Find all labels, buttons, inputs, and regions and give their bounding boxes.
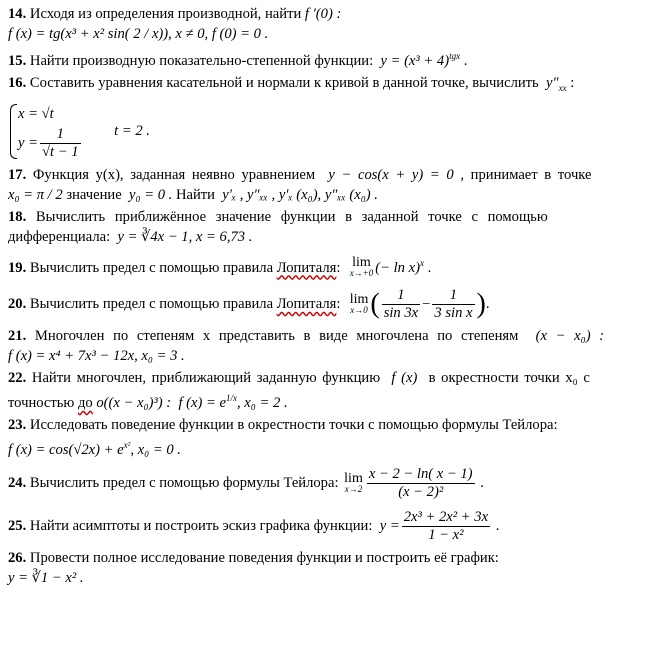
limit-approach: x→0 bbox=[350, 304, 368, 315]
problem-17 bbox=[8, 165, 636, 205]
fraction-denominator: 3 sin x bbox=[434, 305, 473, 322]
derivatives-list: y′ₓ , y″ₓₓ , y′ₓ (x₀), y″ₓₓ (x₀) . bbox=[222, 186, 378, 203]
problem-subscript: xx bbox=[558, 82, 567, 93]
fraction-denominator: √t − 1 bbox=[41, 143, 79, 160]
problem-23 bbox=[8, 415, 636, 460]
fraction-denominator: 1 − x² bbox=[402, 526, 490, 544]
problem-24 bbox=[8, 466, 636, 501]
problem-math: f (x) bbox=[391, 370, 418, 387]
fraction-numerator: 2x³ + 2x² + 3x bbox=[403, 509, 489, 525]
problem-text: Найти асимптоты и построить эскиз графика функции: bbox=[29, 517, 373, 534]
problem-math: y = ∛4x − 1, x = 6,73 . bbox=[117, 228, 253, 245]
problem-number: 21. bbox=[8, 328, 27, 345]
problem-text: Найти производную показательно-степенной функции: bbox=[29, 52, 374, 69]
limit-approach: x→2 bbox=[344, 483, 363, 494]
point-x0: , x₀ = 2 . bbox=[237, 395, 288, 412]
fraction-numerator: 1 bbox=[56, 125, 64, 142]
right-paren: ) bbox=[476, 288, 486, 320]
problem-text: Вычислить предел с помощью правила bbox=[29, 259, 274, 276]
problem-exponent: 1/x bbox=[226, 393, 237, 404]
problem-text: Провести полное исследование поведения функции и построить её график: bbox=[29, 550, 499, 566]
problem-text: Вычислить предел с помощью формулы Тейлора: bbox=[29, 474, 339, 491]
underlined-word: до bbox=[77, 395, 93, 412]
problem-math: y″ bbox=[546, 74, 559, 91]
fraction-numerator: 1 bbox=[397, 287, 405, 304]
problem-number: 26. bbox=[8, 550, 27, 566]
problem-exponent: x bbox=[419, 257, 424, 268]
point-x0: , x₀ = 0 . bbox=[130, 442, 181, 458]
problem-formula: f (x) = x⁴ + 7x³ − 12x, x₀ = 3 . bbox=[8, 348, 185, 365]
problem-15 bbox=[8, 46, 636, 71]
problem-number: 18. bbox=[8, 208, 27, 225]
problem-18 bbox=[8, 207, 636, 247]
accuracy-order: o((x − x₀)³) : bbox=[96, 395, 172, 412]
problem-math: (x − x₀) : bbox=[535, 328, 605, 345]
lopital-link: Лопиталя bbox=[276, 296, 337, 313]
left-paren: ( bbox=[370, 288, 380, 320]
limit-operator bbox=[349, 291, 369, 316]
problem-26 bbox=[8, 548, 636, 588]
limit-approach: x→+0 bbox=[349, 268, 374, 279]
parameter-condition: t = 2 . bbox=[114, 123, 150, 140]
limit-operator bbox=[350, 257, 374, 279]
problem-exponent: tgx bbox=[449, 51, 461, 61]
limit-label: lim bbox=[352, 255, 371, 271]
problem-number: 23. bbox=[8, 417, 27, 434]
problem-text: Вычислить предел с помощью правила bbox=[29, 296, 274, 313]
problem-number: 15. bbox=[8, 52, 27, 69]
problem-text: Составить уравнения касательной и нормали к кривой в данной точке, вычислить bbox=[29, 74, 539, 91]
problem-text-3: значение bbox=[66, 186, 122, 203]
problem-text: Многочлен по степеням x представить в виде многочлена по степеням bbox=[34, 328, 519, 345]
problem-list bbox=[8, 4, 636, 590]
problem-number: 14. bbox=[8, 6, 27, 22]
problem-text: Исследовать поведение функции в окрестности точки с помощью формулы Тейлора: bbox=[29, 417, 558, 434]
problem-formula: f (x) = cos(√2x) + e bbox=[8, 442, 124, 458]
system-line-1: x = √t bbox=[18, 105, 54, 122]
problem-number: 22. bbox=[8, 370, 27, 387]
problem-tail: . bbox=[423, 259, 432, 276]
function-lhs: y = bbox=[379, 517, 400, 534]
problem-number: 19. bbox=[8, 259, 27, 276]
problem-text-3: точностью bbox=[8, 395, 75, 412]
fraction-numerator: x − 2 − ln( x − 1) bbox=[368, 466, 473, 482]
function-def: f (x) = e bbox=[178, 395, 226, 412]
fraction-denominator: sin 3x bbox=[383, 305, 419, 322]
problem-20: 20. Вычислить предел с помощью правила Лопиталя: lim x→0 ( $\frac{1}{\sin 3x}$ − $\frac{1}{\text{3 sin x}}$ ). bbox=[8, 287, 490, 322]
problem-math: y − cos(x + y) = 0 , bbox=[328, 166, 464, 183]
system-line-2 bbox=[18, 126, 83, 161]
limit-label: lim bbox=[344, 470, 363, 486]
limit-label: lim bbox=[349, 291, 369, 307]
problem-tail: . bbox=[492, 517, 500, 534]
problem-text: Функция y(x), заданная неявно уравнением bbox=[32, 166, 316, 183]
problem-text-4: Найти bbox=[175, 186, 215, 203]
point-y0: y₀ = 0 . bbox=[129, 186, 173, 203]
problem-tail: . bbox=[476, 474, 484, 491]
problem-number: 24. bbox=[8, 474, 27, 491]
problem-number: 25. bbox=[8, 517, 27, 534]
equation-system bbox=[8, 102, 83, 161]
problem-number: 17. bbox=[8, 166, 27, 183]
problem-16 bbox=[8, 73, 636, 161]
problem-exponent: x² bbox=[123, 440, 131, 451]
problem-math: (− ln x) bbox=[375, 259, 420, 276]
fraction-denominator: (x − 2)² bbox=[367, 483, 475, 501]
lopital-link: Лопиталя bbox=[276, 259, 337, 276]
problem-text: Исходя из определения производной, найти bbox=[29, 6, 302, 22]
fraction-numerator: 1 bbox=[449, 287, 458, 304]
problem-text-2: дифференциала: bbox=[8, 228, 111, 245]
problem-tail: . bbox=[460, 52, 468, 69]
problem-14 bbox=[8, 4, 636, 44]
problem-21 bbox=[8, 326, 636, 366]
problem-tail: . bbox=[485, 296, 490, 313]
problem-tail: : bbox=[566, 74, 575, 91]
system-lhs: y = bbox=[18, 134, 38, 151]
problem-number: 16. bbox=[8, 74, 27, 91]
problem-text-2: в окрестности точки x₀ с bbox=[428, 370, 590, 387]
point-x0: x₀ = π / 2 bbox=[8, 186, 63, 203]
problem-text-2: принимает в точке bbox=[470, 166, 592, 183]
problem-25 bbox=[8, 509, 636, 544]
problem-22 bbox=[8, 368, 636, 413]
minus-sign: − bbox=[422, 296, 431, 313]
problem-formula: f (x) = tg(x³ + x² sin( 2 / x)), x ≠ 0, f (0) = 0 . bbox=[8, 26, 269, 42]
problem-19: 19. Вычислить предел с помощью правила Лопиталя: lim x→+0 (− ln x)$^x$ . bbox=[8, 255, 432, 279]
problem-formula: y = ∛1 − x² . bbox=[8, 570, 84, 586]
limit-operator bbox=[344, 470, 363, 495]
problem-text: Найти многочлен, приближающий заданную функцию bbox=[31, 370, 381, 387]
problem-math: f ′(0) : bbox=[301, 6, 342, 22]
problem-math: y = (x³ + 4) bbox=[380, 52, 450, 69]
problem-number: 20. bbox=[8, 296, 27, 313]
problem-text: Вычислить приближённое значение функции в заданной точке с помощью bbox=[35, 208, 548, 225]
